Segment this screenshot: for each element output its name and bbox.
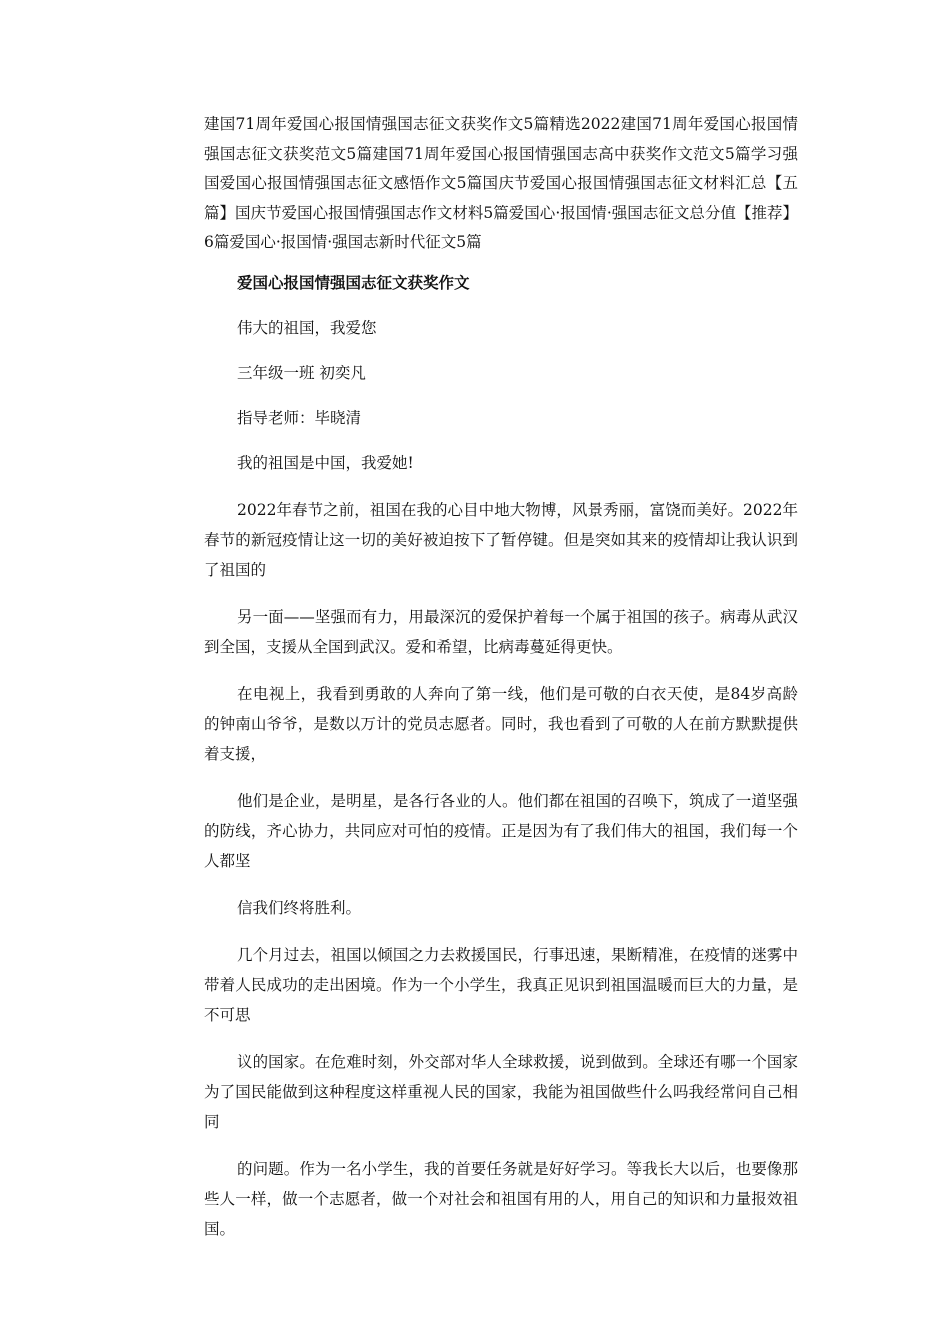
essay-title: 爱国心报国情强国志征文获奖作文 (237, 273, 470, 292)
body-paragraph: 2022年春节之前，祖国在我的心目中地大物博，风景秀丽，富饶而美好。2022年春节的新冠疫情让这一切的美好被迫按下了暂停键。但是突如其来的疫情却让我认识到了祖国的 (204, 500, 798, 579)
body-paragraph: 信我们终将胜利。 (237, 898, 362, 917)
body-paragraph: 几个月过去，祖国以倾国之力去救援国民，行事迅速，果断精准，在疫情的迷雾中带着人民成功的走出困境。作为一个小学生，我真正见识到祖国温暖而巨大的力量，是不可思 (204, 945, 798, 1024)
body-paragraph: 在电视上，我看到勇敢的人奔向了第一线，他们是可敬的白衣天使，是84岁高龄的钟南山爷爷，是数以万计的党员志愿者。同时，我也看到了可敬的人在前方默默提供着支援， (204, 684, 798, 763)
intro-paragraph: 建国71周年爱国心报国情强国志征文获奖作文5篇精选2022建国71周年爱国心报国情强国志征文获奖范文5篇建国71周年爱国心报国情强国志高中获奖作文范文5篇学习强国爱国心报国情强国志征文感悟作文5篇国庆节爱国心报国情强国志征文材料汇总【五篇】国庆节爱国心报国情强国志作文材料5篇爱国心·报国情·强国志征文总分值【推荐】6篇爱国心·报国情·强国志新时代征文5篇 (204, 115, 798, 251)
author-line: 三年级一班 初奕凡 (237, 363, 366, 382)
document-page (204, 110, 798, 1244)
body-paragraph: 另一面——坚强而有力，用最深沉的爱保护着每一个属于祖国的孩子。病毒从武汉到全国，支援从全国到武汉。爱和希望，比病毒蔓延得更快。 (204, 607, 798, 656)
body-paragraph: 我的祖国是中国，我爱她! (237, 453, 414, 472)
body-paragraph: 议的国家。在危难时刻，外交部对华人全球救援，说到做到。全球还有哪一个国家为了国民能做到这种程度这样重视人民的国家，我能为祖国做些什么吗我经常问自己相同 (204, 1052, 798, 1131)
body-paragraph: 的问题。作为一名小学生，我的首要任务就是好好学习。等我长大以后，也要像那些人一样，做一个志愿者，做一个对社会和祖国有用的人，用自己的知识和力量报效祖国。 (204, 1159, 798, 1238)
essay-subtitle: 伟大的祖国，我爱您 (237, 318, 377, 337)
body-paragraph: 他们是企业，是明星，是各行各业的人。他们都在祖国的召唤下，筑成了一道坚强的防线，齐心协力，共同应对可怕的疫情。正是因为有了我们伟大的祖国，我们每一个人都坚 (204, 791, 798, 870)
teacher-line: 指导老师：毕晓清 (237, 408, 362, 427)
